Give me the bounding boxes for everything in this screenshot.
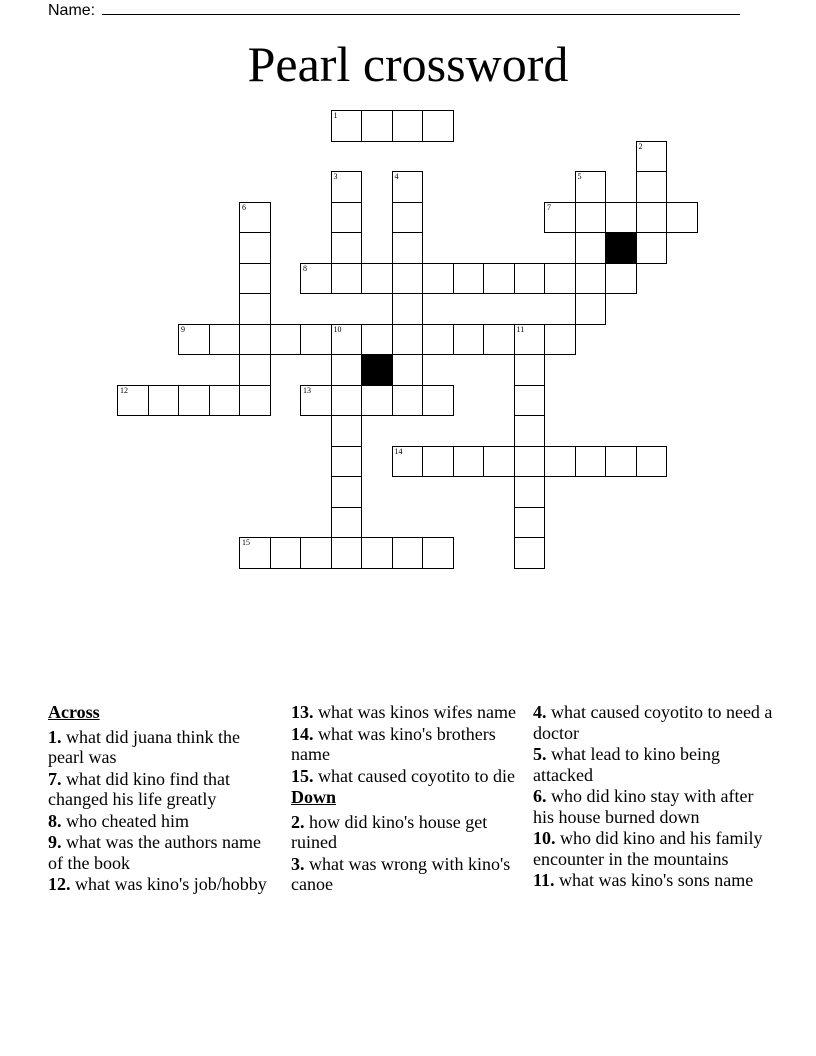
grid-cell[interactable]	[239, 232, 271, 264]
grid-cell[interactable]	[331, 415, 363, 447]
grid-cell[interactable]	[544, 263, 576, 295]
name-label: Name:	[48, 2, 100, 19]
grid-cell[interactable]	[270, 537, 302, 569]
clue-across-14: 14. what was kino's brothers name	[291, 723, 496, 764]
grid-cell[interactable]	[605, 446, 637, 478]
grid-cell[interactable]	[300, 537, 332, 569]
grid-cell[interactable]	[422, 537, 454, 569]
grid-cell[interactable]	[300, 385, 332, 417]
grid-cell[interactable]	[300, 263, 332, 295]
clues-column-2	[291, 702, 516, 896]
across-heading: Across	[48, 702, 100, 722]
clue-number: 13	[303, 385, 311, 395]
clue-across-7: 7. what did kino find that changed his life greatly	[48, 768, 230, 809]
grid-cell[interactable]	[636, 232, 668, 264]
grid-cell[interactable]	[636, 171, 668, 203]
grid-cell[interactable]	[331, 263, 363, 295]
grid-cell[interactable]	[483, 324, 515, 356]
clue-down-2: 2. how did kino's house get ruined	[291, 811, 488, 852]
grid-cell[interactable]	[392, 385, 424, 417]
grid-cell[interactable]	[178, 385, 210, 417]
grid-cell[interactable]	[331, 110, 363, 142]
clue-across-12: 12. what was kino's job/hobby	[48, 874, 267, 894]
clues-column-1	[48, 702, 278, 896]
clue-number: 7	[547, 202, 551, 212]
grid-cell[interactable]	[544, 446, 576, 478]
clue-down-4: 4. what caused coyotito to need a doctor	[533, 702, 773, 743]
grid-cell[interactable]	[331, 202, 363, 234]
grid-cell[interactable]	[331, 232, 363, 264]
clue-number: 14	[394, 446, 403, 456]
grid-cell[interactable]	[544, 202, 576, 234]
grid-cell[interactable]	[392, 110, 424, 142]
grid-cell[interactable]	[422, 263, 454, 295]
grid-cell[interactable]	[117, 385, 149, 417]
grid-cell[interactable]	[514, 446, 546, 478]
grid-cell[interactable]	[361, 324, 393, 356]
grid-cell[interactable]	[514, 263, 546, 295]
grid-cell[interactable]	[575, 263, 607, 295]
grid-cell[interactable]	[239, 293, 271, 325]
grid-cell[interactable]	[514, 537, 546, 569]
clue-number: 8	[303, 263, 307, 273]
grid-cell[interactable]	[514, 476, 546, 508]
grid-cell[interactable]	[453, 324, 485, 356]
grid-cell[interactable]	[392, 293, 424, 325]
grid-cell[interactable]	[575, 293, 607, 325]
grid-cell[interactable]	[361, 110, 393, 142]
black-cell	[605, 232, 637, 264]
grid-cell[interactable]	[178, 324, 210, 356]
grid-cell[interactable]	[636, 446, 668, 478]
grid-cell[interactable]	[575, 171, 607, 203]
grid-cell[interactable]	[636, 202, 668, 234]
grid-cell[interactable]	[575, 202, 607, 234]
grid-cell[interactable]	[422, 324, 454, 356]
grid-cell[interactable]	[544, 324, 576, 356]
grid-cell[interactable]	[239, 354, 271, 386]
grid-cell[interactable]	[392, 232, 424, 264]
grid-cell[interactable]	[361, 537, 393, 569]
clue-number: 10	[333, 324, 342, 334]
grid-cell[interactable]	[331, 537, 363, 569]
grid-cell[interactable]	[239, 202, 271, 234]
black-cell	[361, 354, 393, 386]
grid-cell[interactable]	[453, 263, 485, 295]
grid-cell[interactable]	[605, 263, 637, 295]
clue-number: 4	[394, 172, 399, 181]
clue-down-5: 5. what lead to kino being attacked	[533, 744, 720, 785]
grid-cell[interactable]	[331, 324, 363, 356]
clue-across-15: 15. what caused coyotito to die	[291, 765, 515, 786]
grid-cell[interactable]	[209, 324, 241, 356]
grid-cell[interactable]	[148, 385, 180, 417]
grid-cell[interactable]	[666, 202, 698, 234]
grid-cell[interactable]	[422, 446, 454, 478]
grid-cell[interactable]	[575, 446, 607, 478]
clue-down-11: 11. what was kino's sons name	[533, 870, 754, 890]
grid-cell[interactable]	[514, 415, 546, 447]
grid-cell[interactable]	[270, 324, 302, 356]
down-heading: Down	[291, 787, 337, 807]
clue-down-10: 10. who did kino and his family encounter in the mountains	[533, 828, 763, 869]
grid-cell[interactable]	[392, 263, 424, 295]
clue-number: 1	[333, 111, 338, 120]
page-title: Pearl crossword	[247, 36, 569, 92]
grid-cell[interactable]	[422, 110, 454, 142]
grid-cell[interactable]	[331, 171, 363, 203]
grid-cell[interactable]	[239, 537, 271, 569]
clue-down-6: 6. who did kino stay with after his house burned down	[533, 786, 754, 827]
grid-cell[interactable]	[331, 385, 363, 417]
grid-cell[interactable]	[514, 354, 546, 386]
clue-across-13: 13. what was kinos wifes name	[291, 702, 516, 722]
grid-cell[interactable]	[300, 324, 332, 356]
grid-cell[interactable]	[392, 537, 424, 569]
grid-cell[interactable]	[239, 324, 271, 356]
grid-cell[interactable]	[514, 324, 546, 356]
grid-cell[interactable]	[392, 202, 424, 234]
clue-number: 9	[181, 324, 185, 334]
grid-cell[interactable]	[331, 507, 363, 539]
grid-cell[interactable]	[575, 232, 607, 264]
grid-cell[interactable]	[453, 446, 485, 478]
grid-cell[interactable]	[392, 171, 424, 203]
clue-across-1: 1. what did juana think the pearl was	[48, 726, 240, 767]
clue-number: 12	[120, 385, 128, 395]
clues-column-3	[533, 702, 773, 892]
clue-down-3: 3. what was wrong with kino's canoe	[291, 853, 511, 894]
grid-cell[interactable]	[422, 385, 454, 417]
clue-number: 3	[333, 172, 338, 181]
grid-cell[interactable]	[239, 263, 271, 295]
clue-across-8: 8. who cheated him	[48, 810, 189, 831]
grid-cell[interactable]	[392, 324, 424, 356]
clue-number: 15	[242, 538, 250, 547]
grid-cell[interactable]	[483, 263, 515, 295]
grid-cell[interactable]	[361, 385, 393, 417]
grid-cell[interactable]	[331, 446, 363, 478]
grid-cell[interactable]	[392, 446, 424, 478]
clue-across-9: 9. what was the authors name of the book	[48, 832, 261, 873]
grid-cell[interactable]	[331, 354, 363, 386]
grid-cell[interactable]	[392, 354, 424, 386]
grid-cell[interactable]	[636, 141, 668, 173]
grid-cell[interactable]	[361, 263, 393, 295]
grid-cell[interactable]	[239, 385, 271, 417]
grid-cell[interactable]	[331, 476, 363, 508]
clue-number: 6	[242, 202, 246, 212]
grid-cell[interactable]	[483, 446, 515, 478]
grid-cell[interactable]	[514, 507, 546, 539]
clue-number: 11	[516, 324, 525, 334]
grid-cell[interactable]	[605, 202, 637, 234]
clue-number: 5	[577, 172, 582, 181]
grid-cell[interactable]	[514, 385, 546, 417]
grid-cell[interactable]	[209, 385, 241, 417]
clue-number: 2	[638, 141, 643, 151]
